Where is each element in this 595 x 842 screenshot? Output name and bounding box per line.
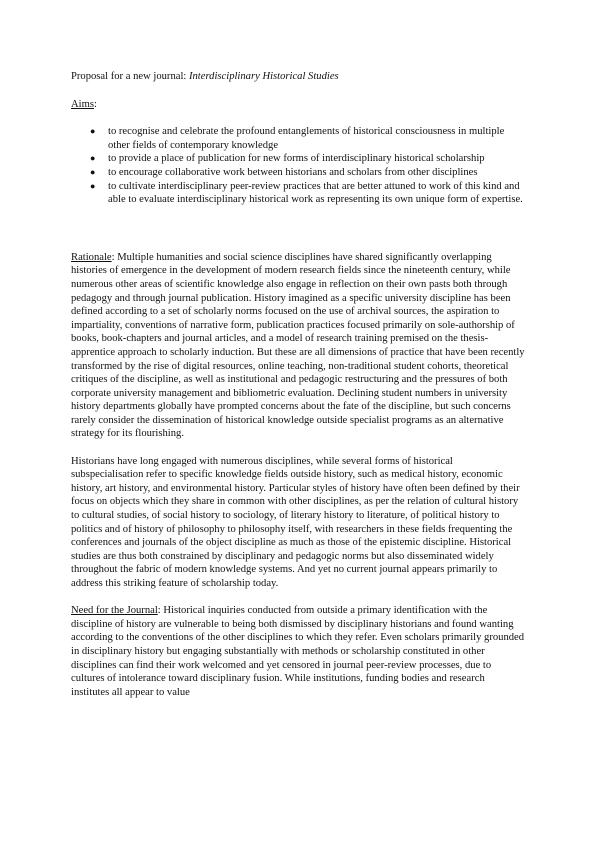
rationale-text: : Multiple humanities and social science disciplines have shared significantly overlapping histories of emergence in the development of modern research fields since the nineteenth century, while numerous other areas of scientific knowledge also engage in reflection on their own pasts both through pedagogy and through journal publication. History imagined as a specific university discipline has been defined according to a set of scholarly norms focused on the use of archival sources, the aspiration to impartiality, conventions of narrative form, publication practices focused primarily on sole-authorship of books, book-chapters and journal articles, and a model of research training premised on the thesis-apprentice approach to scholarly induction. But these are all dimensions of practice that have been recently transformed by the rise of digital resources, online teaching, non-traditional student cohorts, theoretical critiques of the discipline, as well as institutional and pedagogic restructuring and the pressures of both corporate university management and bibliometric evaluation. Declining student numbers in university history departments globally have prompted concerns about the fate of the discipline, but such concerns rarely consider the dissemination of historical knowledge outside specialist programs as an alternative strategy for its flourishing. (71, 251, 525, 440)
aims-item-text: to encourage collaborative work between historians and scholars from other disciplines (108, 166, 478, 178)
aims-item-text: to recognise and celebrate the profound entanglements of historical consciousness in multiple other fields of contemporary knowledge (108, 126, 505, 151)
aims-heading: Aims (71, 98, 94, 110)
list-item (71, 166, 525, 180)
title-prefix: Proposal for a new journal: (71, 71, 189, 82)
aims-heading-colon: : (93, 98, 97, 110)
bullet-icon: ● (90, 180, 96, 191)
list-item (71, 152, 525, 166)
aims-section-heading (71, 98, 525, 112)
rationale-heading: Rationale (71, 251, 112, 263)
aims-item-text: to provide a place of publication for new forms of interdisciplinary historical scholarship (108, 153, 485, 165)
historians-paragraph: Historians have long engaged with numerous disciplines, while several forms of historical subspecialisation refer to specific knowledge fields outside history, such as medical history, economic history, art history, and environmental history. Particular styles of history have often been defined by their focus on objects which they share in common with other disciplines, as per the relation of cultural history to cultural studies, of social history to sociology, of literary history to literature, of political history to politics and of history of philosophy to philosophy itself, with researchers in these fields frequenting the conferences and journals of the object discipline as much as those of the epistemic discipline. Historical studies are thus both constrained by disciplinary and pedagogic norms but also disseminated widely throughout the fabric of modern knowledge systems. And yet no current journal appears primarily to address this striking feature of scholarship today. (71, 455, 520, 589)
aims-list (71, 125, 525, 207)
page-title (71, 70, 525, 84)
list-item (71, 125, 525, 152)
aims-item-text: to cultivate interdisciplinary peer-review practices that are better attuned to work of this kind and able to evaluate interdisciplinary historical work as representing its own unique form of expertise. (108, 180, 523, 206)
journal-name: Interdisciplinary Historical Studies (188, 71, 339, 82)
need-paragraph (71, 604, 525, 699)
rationale-paragraph (71, 251, 525, 441)
bullet-icon: ● (90, 153, 96, 164)
list-item (71, 180, 525, 207)
bullet-icon: ● (90, 166, 96, 177)
bullet-icon: ● (90, 126, 96, 137)
need-text: : Historical inquiries conducted from outside a primary identification with the discipline of history are vulnerable to being both dismissed by disciplinary historians and found wanting according to the conventions of the other disciplines to which they refer. Even scholars primarily grounded in disciplinary history but engaging substantially with methods or scholarship constituted in other disciplines can find their work welcomed and yet censored in journal peer-review processes, due to cultures of intolerance toward disciplinary fusion. While institutions, funding bodies and research institutes all appear to value (71, 605, 525, 698)
need-heading: Need for the Journal (71, 605, 158, 617)
